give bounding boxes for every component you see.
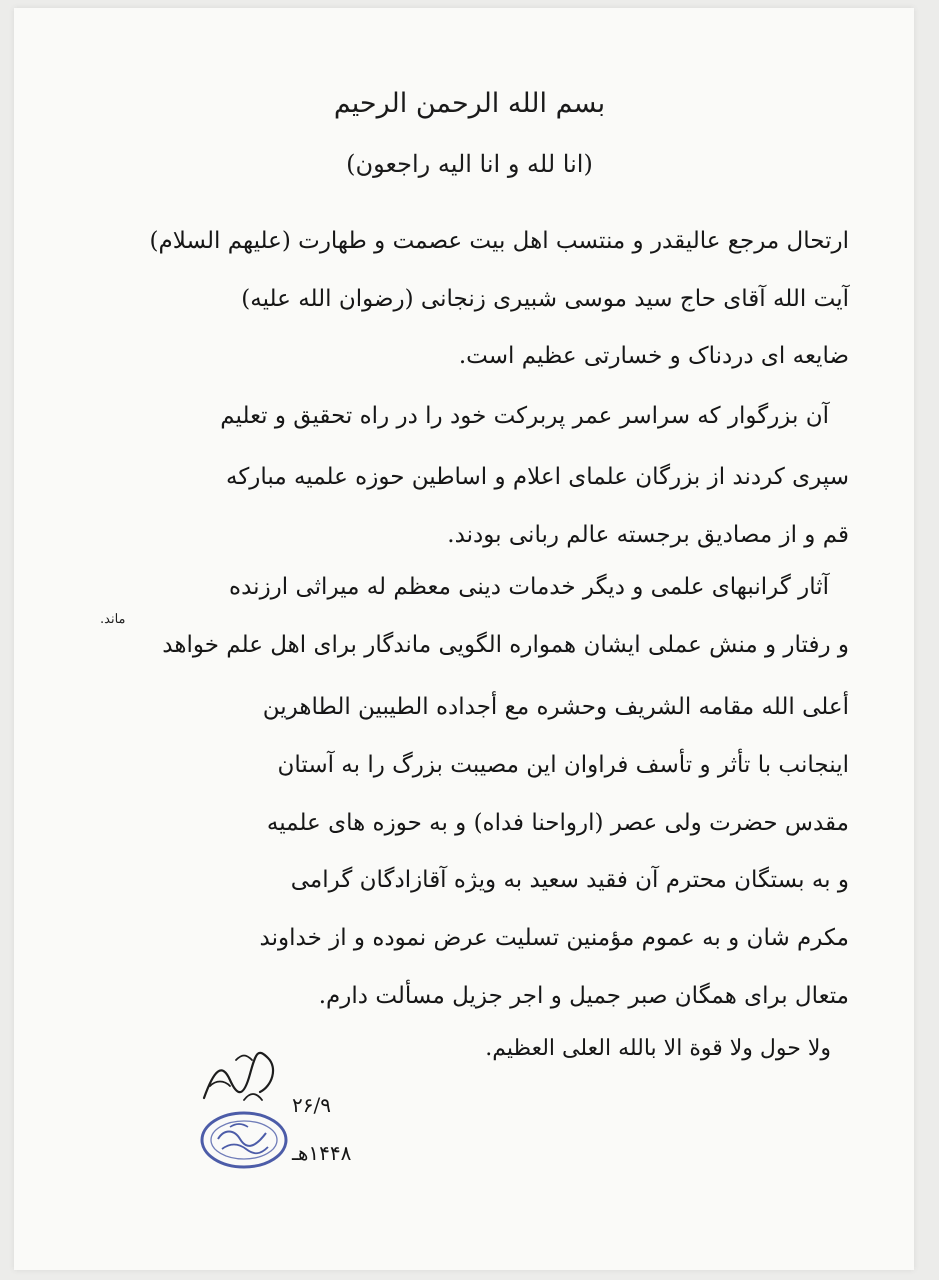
body-line: آیت الله آقای حاج سید موسی شبیری زنجانی (رضوان الله علیه) (241, 286, 849, 312)
body-line: ارتحال مرجع عالیقدر و منتسب اهل بیت عصمت و طهارت (علیهم السلام) (149, 228, 849, 254)
body-line: أعلی الله مقامه الشریف وحشره مع أجداده الطیبین الطاهرین (262, 694, 849, 720)
body-line: مکرم شان و به عموم مؤمنین تسلیت عرض نموده و از خداوند (259, 925, 849, 951)
seal-stamp (194, 1105, 294, 1175)
body-line: و رفتار و منش عملی ایشان همواره الگویی ماندگار برای اهل علم خواهد (162, 632, 849, 658)
heading-basmala: بسم الله الرحمن الرحیم (333, 88, 606, 119)
body-line: سپری کردند از بزرگان علمای اعلام و اساطین حوزه علمیه مبارکه (226, 464, 849, 490)
date-line: ۲۶/۹ (292, 1093, 331, 1117)
closing-line: ولا حول ولا قوة الا بالله العلی العظیم. (485, 1036, 831, 1061)
body-line: اینجانب با تأثر و تأسف فراوان این مصیبت بزرگ را به آستان (277, 752, 849, 778)
body-line: آثار گرانبهای علمی و دیگر خدمات دینی معظم له میراثی ارزنده (229, 574, 829, 600)
signature-image (196, 1040, 280, 1112)
heading-istirja: (انا لله و انا الیه راجعون) (346, 150, 593, 178)
body-line: متعال برای همگان صبر جمیل و اجر جزیل مسألت دارم. (318, 983, 849, 1009)
margin-note: ماند. (100, 612, 126, 627)
hijri-year: ۱۴۴۸هـ (292, 1141, 352, 1165)
body-line: قم و از مصادیق برجسته عالم ربانی بودند. (447, 522, 849, 548)
body-line: ضایعه ای دردناک و خسارتی عظیم است. (458, 343, 849, 369)
body-line: مقدس حضرت ولی عصر (ارواحنا فداه) و به حوزه های علمیه (266, 810, 849, 836)
body-line: آن بزرگوار که سراسر عمر پربرکت خود را در راه تحقیق و تعلیم (220, 403, 829, 429)
body-line: و به بستگان محترم آن فقید سعید به ویژه آقازادگان گرامی (290, 867, 849, 893)
